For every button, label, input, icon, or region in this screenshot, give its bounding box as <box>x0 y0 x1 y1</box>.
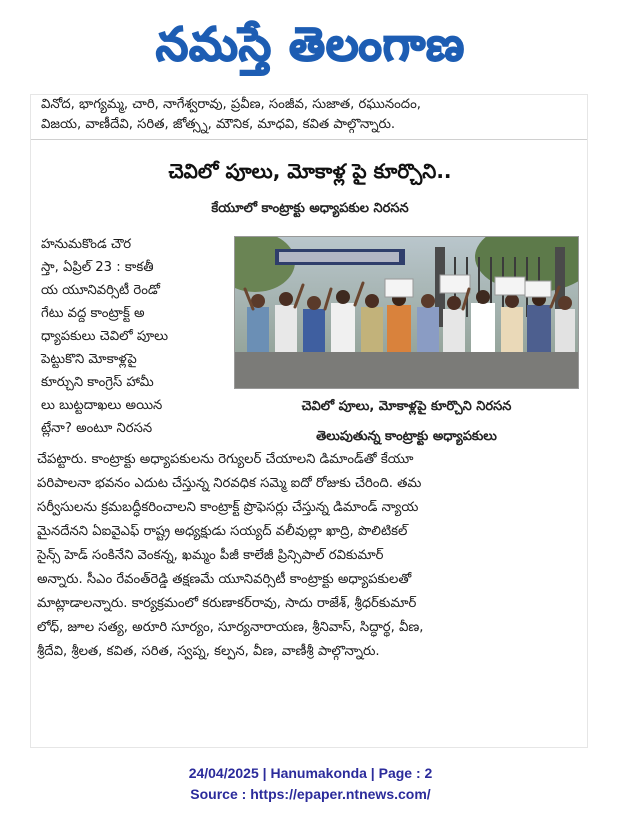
body-line-6: అన్నారు. సీఎం రేవంత్‌రెడ్డి తక్షణమే యూనివర్సిటీ కాంట్రాక్టు అధ్యాపకులతో <box>37 572 412 587</box>
clipping-bottom-edge <box>31 725 588 748</box>
narrow-line-6: పెట్టుకొని మోకాళ్లపై <box>41 352 137 367</box>
news-clipping <box>30 94 588 748</box>
body-line-8: లోధ్, జూల సత్య, అరూరి సూర్యం, సూర్యనారాయణ, శ్రీనివాస్, సిద్ధార్థ, వీణ, <box>37 620 424 635</box>
narrow-line-1: హనుమకొండ చౌర <box>41 237 132 252</box>
body-line-5: సైన్స్ హెడ్ సంకినేని వెంకన్న, ఖమ్మం పీజీ కాలేజీ ప్రిన్సిపాల్ రవికుమార్ <box>37 548 384 563</box>
body-line-7: మాట్లాడాలన్నారు. కార్యక్రమంలో కరుణాకర్‌రావు, సాదు రాజేశ్, శ్రీధర్‌కుమార్ <box>37 596 417 611</box>
masthead-title: నమస్తే తెలంగాణ <box>155 17 466 71</box>
narrow-line-9: ట్లేనా? అంటూ నిరసన <box>41 421 153 436</box>
section-divider <box>31 139 588 140</box>
narrow-line-5: ధ్యాపకులు చెవిలో పూలు <box>41 329 169 344</box>
photo-caption-line-1: చెవిలో పూలు, మోకాళ్లపై కూర్చొని నిరసన <box>301 399 512 414</box>
footer-date-edition: 24/04/2025 | Hanumakonda | Page : 2 <box>188 765 433 781</box>
narrow-line-2: స్తా, ఏప్రిల్ 23 : కాకతీ <box>41 260 154 275</box>
body-line-1: చేపట్టారు. కాంట్రాక్టు అధ్యాపకులను రెగ్యులర్ చేయాలని డిమాండ్‌తో కేయూ <box>37 452 414 467</box>
body-line-9: శ్రీదేవి, శ్రీలత, కవిత, సరిత, స్వప్న, కల్పన, వీణ, వాణీశ్రీ పాల్గొన్నారు. <box>37 644 380 659</box>
article-headline: చెవిలో పూలు, మోకాళ్ల పై కూర్చొని.. <box>168 159 452 183</box>
newspaper-masthead <box>0 6 621 94</box>
cut-top-line-1: వినోద, భాగ్యమ్మ, చారి, నాగేశ్వరావు, ప్రవీణ, సంజీవ, సుజాత, రఘునందం, <box>41 97 421 112</box>
article-subheadline: కేయూలో కాంట్రాక్టు అధ్యాపకుల నిరసన <box>211 201 409 216</box>
protest-photo <box>234 236 579 389</box>
body-line-4: మైనదేనని ఏఐవైఎఫ్ రాష్ట్ర అధ్యక్షుడు సయ్యద్ వలీవుల్లా ఖాద్రి, పొలిటికల్ <box>37 524 408 539</box>
footer-source: Source : https://epaper.ntnews.com/ <box>190 786 431 802</box>
cut-top-line-2: విజయ, వాణీదేవి, సరిత, జోత్స్న, మౌనిక, మాధవి, కవిత పాల్గొన్నారు. <box>41 117 396 132</box>
body-line-2: పరిపాలనా భవనం ఎదుట చేస్తున్న నిరవధిక సమ్మె ఐదో రోజుకు చేరింది. తమ <box>37 476 422 491</box>
photo-caption-line-2: తెలుపుతున్న కాంట్రాక్టు అధ్యాపకులు <box>316 429 497 444</box>
narrow-line-7: కూర్చుని కాంగ్రెస్ హామీ <box>41 375 154 390</box>
narrow-line-8: లు బుట్టదాఖలు అయిన <box>41 398 163 413</box>
narrow-line-4: గేటు వద్ద కాంట్రాక్ట్ అ <box>41 306 145 321</box>
body-line-3: సర్వీసులను క్రమబద్ధీకరించాలని కాంట్రాక్ట్ ప్రొఫెసర్లు చేస్తున్న డిమాండ్ న్యాయ <box>37 500 419 515</box>
narrow-line-3: య యూనివర్సిటీ రెండో <box>41 283 161 298</box>
